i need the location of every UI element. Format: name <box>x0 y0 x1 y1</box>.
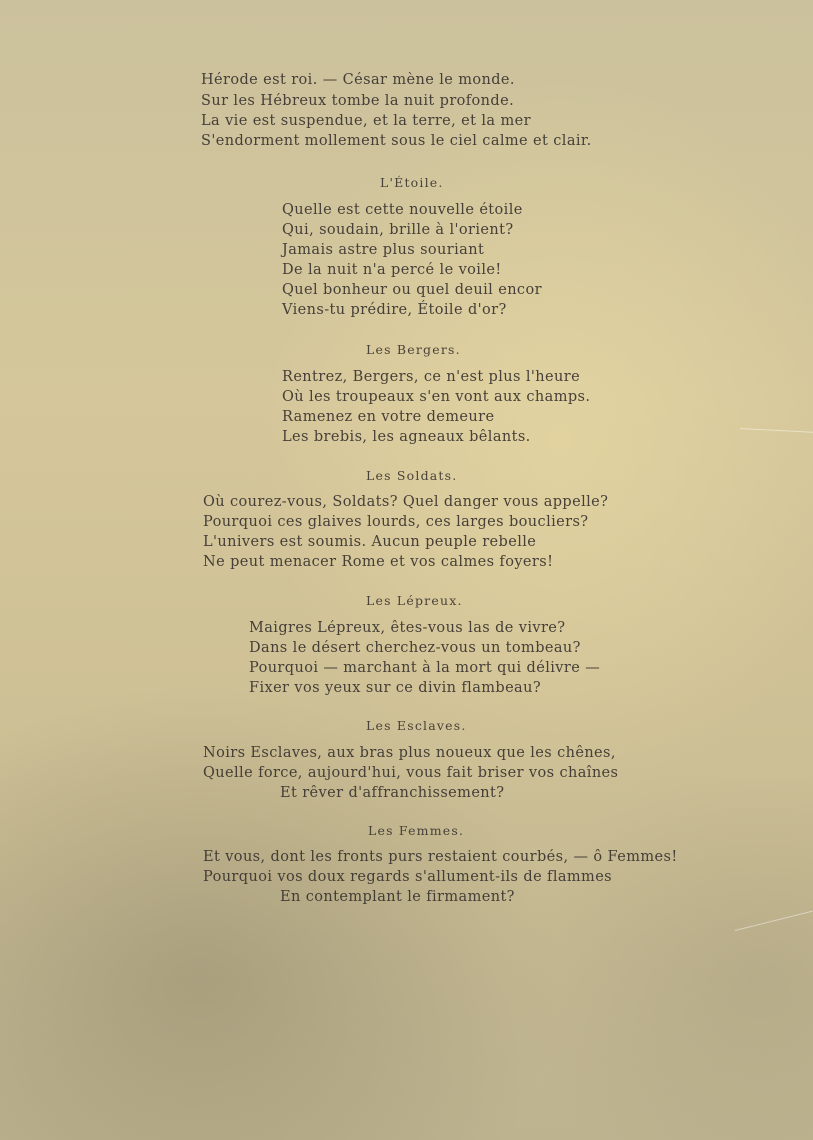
section-heading: Les Bergers. <box>366 342 461 357</box>
verse-line: En contemplant le firmament? <box>280 889 515 905</box>
verse-line: Et rêver d'affranchissement? <box>280 785 505 801</box>
section-heading: Les Femmes. <box>368 823 465 838</box>
intro-line: La vie est suspendue, et la terre, et la mer <box>201 113 531 129</box>
verse-line: L'univers est soumis. Aucun peuple rebelle <box>203 534 537 550</box>
verse-line: Qui, soudain, brille à l'orient? <box>282 222 514 238</box>
intro-line: S'endorment mollement sous le ciel calme et clair. <box>201 133 592 149</box>
paper-crease <box>735 911 813 931</box>
verse-line: Où les troupeaux s'en vont aux champs. <box>282 389 591 405</box>
paper-crease <box>740 428 813 433</box>
intro-line: Sur les Hébreux tombe la nuit profonde. <box>201 93 515 109</box>
section-heading: Les Soldats. <box>366 468 458 483</box>
section-heading: L'Étoile. <box>380 175 444 190</box>
verse-line: Ramenez en votre demeure <box>282 409 495 425</box>
verse-line: De la nuit n'a percé le voile! <box>282 262 502 278</box>
verse-line: Viens-tu prédire, Étoile d'or? <box>282 302 507 318</box>
verse-line: Et vous, dont les fronts purs restaient courbés, — ô Femmes! <box>203 849 678 865</box>
verse-line: Les brebis, les agneaux bêlants. <box>282 429 531 445</box>
verse-line: Dans le désert cherchez-vous un tombeau? <box>249 640 581 656</box>
verse-line: Jamais astre plus souriant <box>282 242 485 258</box>
intro-line: Hérode est roi. — César mène le monde. <box>201 72 515 88</box>
verse-line: Maigres Lépreux, êtes-vous las de vivre? <box>249 620 566 636</box>
verse-line: Noirs Esclaves, aux bras plus noueux que les chênes, <box>203 745 616 761</box>
verse-line: Pourquoi vos doux regards s'allument-ils de flammes <box>203 869 613 885</box>
section-heading: Les Esclaves. <box>366 718 467 733</box>
verse-line: Pourquoi ces glaives lourds, ces larges boucliers? <box>203 514 589 530</box>
verse-line: Quelle est cette nouvelle étoile <box>282 202 523 218</box>
verse-line: Ne peut menacer Rome et vos calmes foyers! <box>203 554 554 570</box>
verse-line: Quelle force, aujourd'hui, vous fait briser vos chaînes <box>203 765 619 781</box>
verse-line: Pourquoi — marchant à la mort qui délivre — <box>249 660 601 676</box>
verse-line: Quel bonheur ou quel deuil encor <box>282 282 542 298</box>
verse-line: Rentrez, Bergers, ce n'est plus l'heure <box>282 369 581 385</box>
section-heading: Les Lépreux. <box>366 593 463 608</box>
verse-line: Où courez-vous, Soldats? Quel danger vous appelle? <box>203 494 609 510</box>
verse-line: Fixer vos yeux sur ce divin flambeau? <box>249 680 542 696</box>
